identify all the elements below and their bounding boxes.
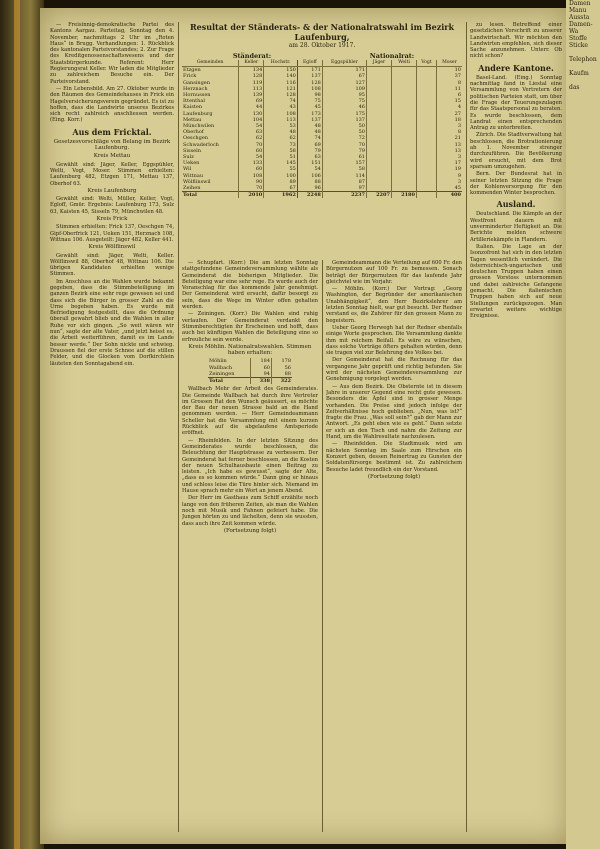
vote-count-cell: 2207 xyxy=(366,192,391,199)
table-row xyxy=(182,185,462,192)
mini-table-cell: 178 xyxy=(272,358,293,364)
vote-count-cell: 53 xyxy=(264,123,298,129)
vote-count-cell: 45 xyxy=(297,104,322,110)
mini-table-cell: 60 xyxy=(251,365,272,371)
vote-count-cell xyxy=(366,185,391,192)
vote-count-cell: 44 xyxy=(239,104,264,110)
mini-table-cell: 322 xyxy=(272,378,293,385)
kreis-heading-frick: Kreis Frick xyxy=(96,216,128,223)
table-header-cell: Vogt xyxy=(417,60,437,67)
vote-count-cell: 108 xyxy=(239,173,264,179)
article-rheinfelden: — Rheinfelden. In der letzten Sitzung des Gemeinderates wurde beschlossen, die Beleuchtung der Hauptstrasse zu verbessern. Der Gemeinderat hat ferner beschlossen, an die Kosten der neuen Schulhausbaute einen Beitrag zu leisten. „Ich habe es gewusst“, sagte der Alte, „dass es so kommen würde.“ Dann ging er hinaus und schloss leise die Türe hinter sich. Niemand im Hause sprach mehr ein Wort an jenem Abend. xyxy=(182,437,318,495)
municipality-cell: Schwaderloch xyxy=(183,141,219,148)
vote-count-cell: 19 xyxy=(436,166,462,172)
vote-count-cell: 2248 xyxy=(297,192,322,199)
kreis-frick-text: Stimmen erhielten: Frick 137, Oeschgen 74, Gipf-Oberfrick 121, Ueken 151, Herznach 108, Wittnau 106. Ausgeteilt: Jäger 482, Keller 441. xyxy=(50,224,174,243)
vote-count-cell: 69 xyxy=(239,98,264,104)
vote-count-cell: 58 xyxy=(322,166,366,172)
next-page-text-fragment: Manu xyxy=(569,7,587,14)
vote-count-cell: 79 xyxy=(297,148,322,154)
vote-count-cell: 62 xyxy=(239,135,264,141)
vote-count-cell: 113 xyxy=(264,117,298,123)
vote-count-cell: 11 xyxy=(436,86,462,92)
vote-count-cell: 43 xyxy=(264,104,298,110)
vote-count-cell: 50 xyxy=(322,129,366,135)
kreis-woelflinswil-text: Gewählt sind: Jäger, Welti, Keller. Wölflinswil 88, Oberhof 48, Wittnau 106. Die übrigen Kandidaten erhielten wenige Stimmen. xyxy=(50,252,174,278)
binder-clip xyxy=(14,0,20,849)
table-row xyxy=(182,192,462,199)
mini-table-row xyxy=(208,371,292,378)
vote-count-cell: 119 xyxy=(239,80,264,86)
vote-count-cell: 157 xyxy=(322,160,366,166)
nationalrat-heading: Nationalrat: xyxy=(369,52,415,60)
mini-table-cell: Wallbach xyxy=(209,364,233,371)
vote-count-cell: 73 xyxy=(264,142,298,148)
vote-count-cell: 60 xyxy=(239,166,264,172)
vote-count-cell: 63 xyxy=(239,129,264,135)
municipality-cell: Hornussen xyxy=(183,92,211,99)
vote-count-cell: 75 xyxy=(297,98,322,104)
vote-count-cell: 173 xyxy=(297,111,322,117)
article-rechnung: Der Gemeinderat hat die Rechnung für das vergangene Jahr geprüft und richtig befunden. Sie wird der nächsten Gemeindeversammlung zur Genehmigung vorgelegt werden. xyxy=(326,357,462,383)
binder-spine xyxy=(0,0,44,849)
results-grid xyxy=(182,60,462,198)
next-page-edge xyxy=(566,0,600,849)
election-results-table xyxy=(182,22,462,254)
column-rule-1 xyxy=(178,22,179,832)
vote-count-cell: 79 xyxy=(322,148,366,154)
article-zuerich: Zürich. Die Stadtverwaltung hat beschlossen, die Brotrationierung ab 1. November strenger durchzuführen. Die Bevölkerung wird ersucht, mit dem Brot sparsam umzugehen. xyxy=(470,132,562,170)
vote-count-cell: 139 xyxy=(239,92,264,98)
vote-count-cell: 27 xyxy=(436,111,462,117)
article-buergernutzen: Gemeindeammann die Verteilung auf 600 Fr. den Bürgernutzen auf 100 Fr. zu bemessen. Sonach beträgt der Bürgernutzen für das laufende Jahr gleichviel wie im Vorjahr. xyxy=(326,260,462,285)
municipality-cell: Ueken xyxy=(183,160,200,167)
vote-count-cell: 104 xyxy=(239,117,264,123)
table-header-cell: Hochstr. xyxy=(264,60,298,67)
vote-count-cell: 90 xyxy=(239,179,264,185)
article-life-picture: — Ein Lebensbild. Am 27. Oktober wurde in den Räumen des Gemeindehauses in Frick ein Hagelversicherungsverein gegründet. Es ist zu hoffen, dass die Landwirte unseres Bezirkes sich recht zahlreich anschliessen werden. (Eing. Korr.) xyxy=(50,85,174,124)
next-page-text-fragment xyxy=(566,77,600,84)
article-basel-land: Basel-Land. (Eing.) Sonntag nachmittag fand in Liestal eine Versammlung von Vertretern der politischen Parteien statt, um über die Frage der Teuerungszulagen für das Staatspersonal zu beraten. Es wurde beschlossen, dem Landrat einen entsprechenden Antrag zu unterbreiten. xyxy=(470,74,562,132)
vote-count-cell: 37 xyxy=(436,73,462,79)
vote-count-cell: 70 xyxy=(239,185,264,192)
vote-count-cell: 171 xyxy=(322,67,366,74)
vote-count-cell: 74 xyxy=(264,98,298,104)
vote-count-cell: 87 xyxy=(322,179,366,185)
table-row xyxy=(182,67,462,74)
vote-count-cell: 2237 xyxy=(322,192,366,199)
vote-count-cell: 75 xyxy=(322,98,366,104)
vote-count-cell: 150 xyxy=(264,67,298,74)
story-text: Im Anschluss an die Wahlen wurde bekannt gegeben, dass die Stimmbeteiligung im ganzen Bezirk eine sehr rege gewesen sei und dass sich die Bürger in grosser Zahl an die Urne begeben haben. Es wurde mit Befriedigung festgestellt, dass die Ordnung überall gewahrt blieb und die Wahlen in aller Ruhe vor sich gingen. „So weit wären wir nun“, sagte der alte Vater, „und jetzt heisst es, die Arbeit weiterführen, damit es im Lande besser werde.“ Der Sohn nickte und schwieg. Draussen fiel der erste Schnee auf die stillen Felder, und die Glocken vom Dorfkirchlein läuteten den Sonntagabend ein. xyxy=(50,278,174,367)
next-page-text-fragment xyxy=(566,49,600,56)
municipality-cell: Herznach xyxy=(183,85,208,92)
vote-count-cell: 62 xyxy=(264,135,298,141)
vote-count-cell: 2010 xyxy=(239,192,264,199)
vote-count-cell: 46 xyxy=(322,104,366,110)
municipality-cell: Etzgen xyxy=(183,67,201,74)
newspaper-page xyxy=(40,8,570,844)
next-page-text-fragment: Telephon xyxy=(569,56,597,63)
vote-count-cell: 113 xyxy=(239,86,264,92)
vote-count-cell: 127 xyxy=(322,80,366,86)
table-header-cell: Eggspühler xyxy=(322,60,366,67)
vote-count-cell: 54 xyxy=(239,123,264,129)
municipality-cell: Wittnau xyxy=(183,172,204,179)
vote-count-cell: 54 xyxy=(297,166,322,172)
vote-count-cell: 55 xyxy=(264,166,298,172)
vote-count-cell xyxy=(417,192,437,199)
vote-count-cell: 67 xyxy=(264,185,298,192)
vote-count-cell xyxy=(366,67,391,74)
article-italien: Italien. Die Lage an der Isonzofront hat sich in den letzten Tagen wesentlich verändert. Die österreichisch-ungarischen und deutschen Truppen haben einen grossen Vorstoss unternommen und dabei zahlreiche Gefangene gemacht. Die italienischen Truppen haben sich auf neue Stellungen zurückgezogen. Man erwartet weitere wichtige Ereignisse. xyxy=(470,243,562,320)
vote-count-cell: 4 xyxy=(436,104,462,110)
kreis-moehlin-table xyxy=(208,358,292,384)
municipality-cell: Gansingen xyxy=(183,79,210,86)
vote-count-cell xyxy=(392,67,417,74)
vote-count-cell: 18 xyxy=(436,117,462,123)
kreis-mettau-text: Gewählt sind: Jäger, Keller, Eggspühler, Welti, Vogt, Moser. Stimmen erhielten: Laufenburg 482, Etzgen 171, Mettau 137, Oberhof 63. xyxy=(50,161,174,187)
column-1 xyxy=(50,22,174,832)
municipality-cell: Sulz xyxy=(183,154,194,161)
vote-count-cell: 61 xyxy=(322,154,366,160)
vote-count-cell: 58 xyxy=(264,148,298,154)
vote-count-cell: 15 xyxy=(436,98,462,104)
vote-count-cell: 45 xyxy=(436,185,462,192)
vote-count-cell: 171 xyxy=(297,67,322,74)
vote-count-cell xyxy=(417,185,437,192)
vote-count-cell: 89 xyxy=(264,179,298,185)
vote-count-cell: 48 xyxy=(297,123,322,129)
kreis-heading-laufenburg: Kreis Laufenburg xyxy=(87,187,137,194)
table-title: Resultat der Ständerats- & der Nationalratswahl im Bezirk Laufenburg, xyxy=(189,22,455,42)
vote-count-cell: 69 xyxy=(297,142,322,148)
column-rule-2 xyxy=(322,260,323,832)
article-herwegh: Ueber Georg Herwegh hat der Redner ebenfalls einige Worte gesprochen. Die Versammlung dankte ihm mit reichem Beifall. Es wäre zu wünschen, dass solche Vorträge öfters gehalten würden, denn sie tragen viel zur Belehrung des Volkes bei. xyxy=(326,324,462,357)
vote-count-cell: 151 xyxy=(297,160,322,166)
vote-count-cell: 50 xyxy=(322,123,366,129)
table-header-cell: Keller xyxy=(239,60,264,67)
municipality-cell: Oberhof xyxy=(183,129,204,136)
municipality-cell: Kaisten xyxy=(183,104,203,111)
vote-count-cell: 134 xyxy=(239,67,264,74)
article-obsternte: — Aus dem Bezirk. Die Obsternte ist in diesem Jahre in unserer Gegend eine recht gute gewesen. Besonders die Äpfel sind in grosser Menge vorhanden. Die Preise sind jedoch infolge der Zeitverhältnisse hoch geblieben. „Nun, was ist?“ fragte die Frau. „Was soll sein?“ gab der Mann zur Antwort. „Es geht eben wie es geht.“ Dann setzte er sich an den Tisch und nahm die Zeitung zur Hand, um die Wahlresultate nachzulesen. xyxy=(326,383,462,441)
kreis-moehlin-heading: Kreis Möhlin. Nationalratswahlen. Stimmen haben erhalten: xyxy=(188,343,312,357)
article-gasthaus: Der Herr im Gasthaus zum Schiff erzählte noch lange von den früheren Zeiten, als man die Wahlen noch mit Musik und Fahnen gefeiert habe. Die Jungen hörten zu und lächelten, denn sie wussten, dass auch ihre Zeit kommen würde. xyxy=(182,495,318,527)
vote-count-cell: 9 xyxy=(436,173,462,179)
vote-count-cell: 3 xyxy=(436,179,462,185)
vote-count-cell: 95 xyxy=(322,92,366,98)
vote-count-cell: 140 xyxy=(264,73,298,79)
municipality-cell: Mettau xyxy=(183,116,202,123)
mini-table-cell: 184 xyxy=(251,358,272,364)
municipality-cell: Frick xyxy=(183,73,197,80)
mini-table-cell: Möhlin xyxy=(209,358,227,365)
vote-count-cell xyxy=(392,185,417,192)
section-heading-andere-kantone: Andere Kantone. xyxy=(478,62,554,73)
mini-table-row xyxy=(208,378,292,385)
vote-count-cell: 48 xyxy=(264,129,298,135)
article-moehlin-vortrag: — Möhlin. (Korr.) Der Vortrag: „Georg Washington, der Begründer der amerikanischen Unabhängigkeit“, den Herr Bezirkslehrer am letzten Sonntag hielt, war gut besucht. Der Redner verstand es, die Zuhörer für den grossen Mann zu begeistern. xyxy=(326,286,462,324)
article-landwirtschaft: zu lesen. Betreffend einer gesetzlichen Vorschrift zu unserer Landwirtschaft. Wir möchten den Landwirten empfehlen, sich dieser Sache anzunehmen. Unterr. Ob nicht schon? xyxy=(470,22,562,60)
vote-count-cell: 21 xyxy=(436,135,462,141)
vote-count-cell: 137 xyxy=(297,73,322,79)
vote-count-cell: 70 xyxy=(239,142,264,148)
vote-count-cell: 13 xyxy=(436,142,462,148)
vote-count-cell: 72 xyxy=(322,135,366,141)
signoff-col3: (Fortsetzung folgt) xyxy=(367,473,421,480)
vote-count-cell: 54 xyxy=(239,154,264,160)
article-schupfart: — Schupfart. (Korr.) Die am letzten Sonntag stattgefundene Gemeindeversammlung wählte als Gemeinderat die bisherigen Mitglieder. Die Beteiligung war eine sehr rege. Es wurde auch der Voranschlag für das kommende Jahr genehmigt. Der Gemeinderat wird ersucht, dafür besorgt zu sein, dass die Wege im Winter offen gehalten werden. xyxy=(182,260,318,311)
staenderat-heading: Ständerat: xyxy=(232,52,272,60)
next-page-text-fragment: Wa xyxy=(569,28,579,35)
vote-count-cell: 128 xyxy=(297,80,322,86)
vote-count-cell: 13 xyxy=(436,148,462,154)
municipality-cell: Ittenthal xyxy=(183,98,205,105)
vote-count-cell: 88 xyxy=(297,179,322,185)
column-3 xyxy=(326,260,462,832)
vote-count-cell: 51 xyxy=(264,154,298,160)
vote-count-cell: 175 xyxy=(322,111,366,117)
mini-table-cell: 56 xyxy=(272,365,293,371)
article-stadtmusik: — Rheinfelden. Die Stadtmusik wird am nächsten Sonntag im Saale zum Hirschen ein Konzert geben, dessen Reinertrag zu Gunsten der Soldatenfürsorge bestimmt ist. Zu zahlreichem Besuche ladet freundlich ein der Vorstand. xyxy=(326,441,462,473)
kreis-heading-woelflinswil: Kreis Wölflinswil xyxy=(88,244,136,251)
vote-count-cell: 106 xyxy=(297,173,322,179)
vote-count-cell: 121 xyxy=(264,86,298,92)
next-page-text-fragment: das xyxy=(569,84,580,91)
vote-count-cell: 98 xyxy=(297,92,322,98)
municipality-cell: Total xyxy=(182,192,239,199)
next-page-text-fragment xyxy=(566,63,600,70)
vote-count-cell: 6 xyxy=(436,92,462,98)
vote-count-cell: 3 xyxy=(436,123,462,129)
municipality-cell: Sisseln xyxy=(183,147,201,154)
vote-count-cell: 67 xyxy=(322,73,366,79)
next-page-text-fragment: Aussta xyxy=(569,14,590,21)
vote-count-cell: 17 xyxy=(436,160,462,166)
section-heading-ausland: Ausland. xyxy=(496,199,536,210)
table-header-cell: Jäger xyxy=(366,60,391,67)
mini-table-cell: 94 xyxy=(251,371,272,378)
kreis-laufenburg-text: Gewählt sind: Welti, Müller, Keller, Vogt, Egloff, Gmür. Ergebnis: Laufenburg 173, Sulz 63, Kaisten 45, Sisseln 79, Münchwilen 48. xyxy=(50,196,174,215)
column-4 xyxy=(470,22,562,832)
municipality-cell: Laufenburg xyxy=(183,110,213,117)
next-page-text-fragment: Stoffe xyxy=(569,35,587,42)
vote-count-cell: 137 xyxy=(297,117,322,123)
municipality-cell: Wölflinswil xyxy=(183,178,211,185)
vote-count-cell: 2180 xyxy=(392,192,417,199)
section-heading-fricktal: Aus dem Fricktal. xyxy=(72,126,152,137)
vote-count-cell: 145 xyxy=(264,160,298,166)
article-bern: Bern. Der Bundesrat hat in seiner letzten Sitzung die Frage der Kohlenversorgung für den kommenden Winter besprochen. xyxy=(470,171,562,197)
vote-count-cell: 137 xyxy=(322,117,366,123)
municipality-cell: Zeihen xyxy=(183,185,201,192)
vote-count-cell: 133 xyxy=(239,160,264,166)
vote-count-cell: 1962 xyxy=(264,192,298,199)
vote-count-cell: 96 xyxy=(297,185,322,192)
article-wallbach: Wallbach Mehr der Arbeit des Gemeinderates. Die Gemeinde Wallbach hat durch ihre Vertreter im Grossen Rat den Wunsch geäussert, es möchte der Bau der neuen Strasse bald an die Hand genommen werden. — Herr Gemeindeammann Scheller hat die Versammlung mit einem kurzen Rückblick auf die abgelaufene Amtsperiode eröffnet. xyxy=(182,386,318,437)
vote-count-cell: 74 xyxy=(297,135,322,141)
vote-count-cell: 100 xyxy=(264,173,298,179)
municipality-cell: Wil xyxy=(183,166,192,173)
vote-count-cell: 97 xyxy=(322,185,366,192)
mini-table-cell: Total xyxy=(208,378,251,385)
column-rule-3 xyxy=(466,22,467,832)
municipality-cell: Münchwilen xyxy=(183,123,215,130)
vote-count-cell: 48 xyxy=(297,129,322,135)
vote-count-cell: 8 xyxy=(436,129,462,135)
vote-count-cell: 130 xyxy=(239,111,264,117)
vote-count-cell: 109 xyxy=(322,86,366,92)
vote-count-cell: 114 xyxy=(322,173,366,179)
vote-count-cell: 128 xyxy=(239,73,264,79)
article-party-day: — Freisinnig-demokratische Partei des Kantons Aargau. Parteitag, Sonntag den 4. November, nachmittags 2 Uhr im „Roten Haus“ in Brugg. Verhandlungen: 1. Rückblick des kantonalen Parteivorstandes; 2. Zur Frage des Kreditgenossenschaftswesens und der Staatsbürgerkunde. Referent: Herr Regierungsrat Keller. Wir laden die Mitglieder zu zahlreichem Besuche ein. Der Parteivorstand. xyxy=(50,22,174,85)
table-header-cell: Moser xyxy=(436,60,462,67)
vote-count-cell: 3 xyxy=(436,154,462,160)
column-2 xyxy=(182,260,318,832)
vote-count-cell: 60 xyxy=(239,148,264,154)
vote-count-cell: 63 xyxy=(297,154,322,160)
vote-count-cell: 400 xyxy=(436,192,462,199)
article-deutschland: Deutschland. Die Kämpfe an der Westfront dauern mit unverminderter Heftigkeit an. Die Berichte melden schwere Artilleriekämpfe in Flandern. xyxy=(470,211,562,243)
vote-count-cell: 10 xyxy=(436,67,462,74)
next-page-text-fragment: Sticke xyxy=(569,42,588,49)
vote-count-cell: 108 xyxy=(297,86,322,92)
kreis-heading-mettau: Kreis Mettau xyxy=(93,153,131,160)
table-date: am 28. Oktober 1917. xyxy=(288,42,356,49)
mini-table-cell: 88 xyxy=(272,371,293,378)
vote-count-cell: 128 xyxy=(264,92,298,98)
section-subheading: Gesetzesvorschläge von Belang im Bezirk Laufenburg. xyxy=(53,138,171,152)
vote-count-cell: 70 xyxy=(322,142,366,148)
next-page-text-fragment: Kaufm xyxy=(569,70,589,77)
mini-table-cell: Zeiningen xyxy=(209,370,235,377)
vote-count-cell: 8 xyxy=(436,80,462,86)
table-header-cell: Welti xyxy=(392,60,417,67)
next-page-text-fragment: Damen xyxy=(569,0,591,7)
table-header-cell: Gemeinden xyxy=(182,60,239,67)
vote-count-cell: 116 xyxy=(264,80,298,86)
next-page-text-fragment: Damen- xyxy=(569,21,593,28)
signoff-col2: (Fortsetzung folgt) xyxy=(223,527,277,534)
article-zeiningen: — Zeiningen. (Korr.) Die Wahlen sind ruhig verlaufen. Der Gemeinderat verdankt den Stimmberechtigten ihr Erscheinen und hofft, dass auch bei künftigen Wahlen die Beteiligung eine so erfreuliche sein werde. xyxy=(182,311,318,343)
municipality-cell: Oeschgen xyxy=(183,135,209,142)
mini-table-cell: 338 xyxy=(251,378,272,385)
table-header-cell: Egloff xyxy=(297,60,322,67)
vote-count-cell: 108 xyxy=(264,111,298,117)
vote-count-cell xyxy=(417,67,437,74)
